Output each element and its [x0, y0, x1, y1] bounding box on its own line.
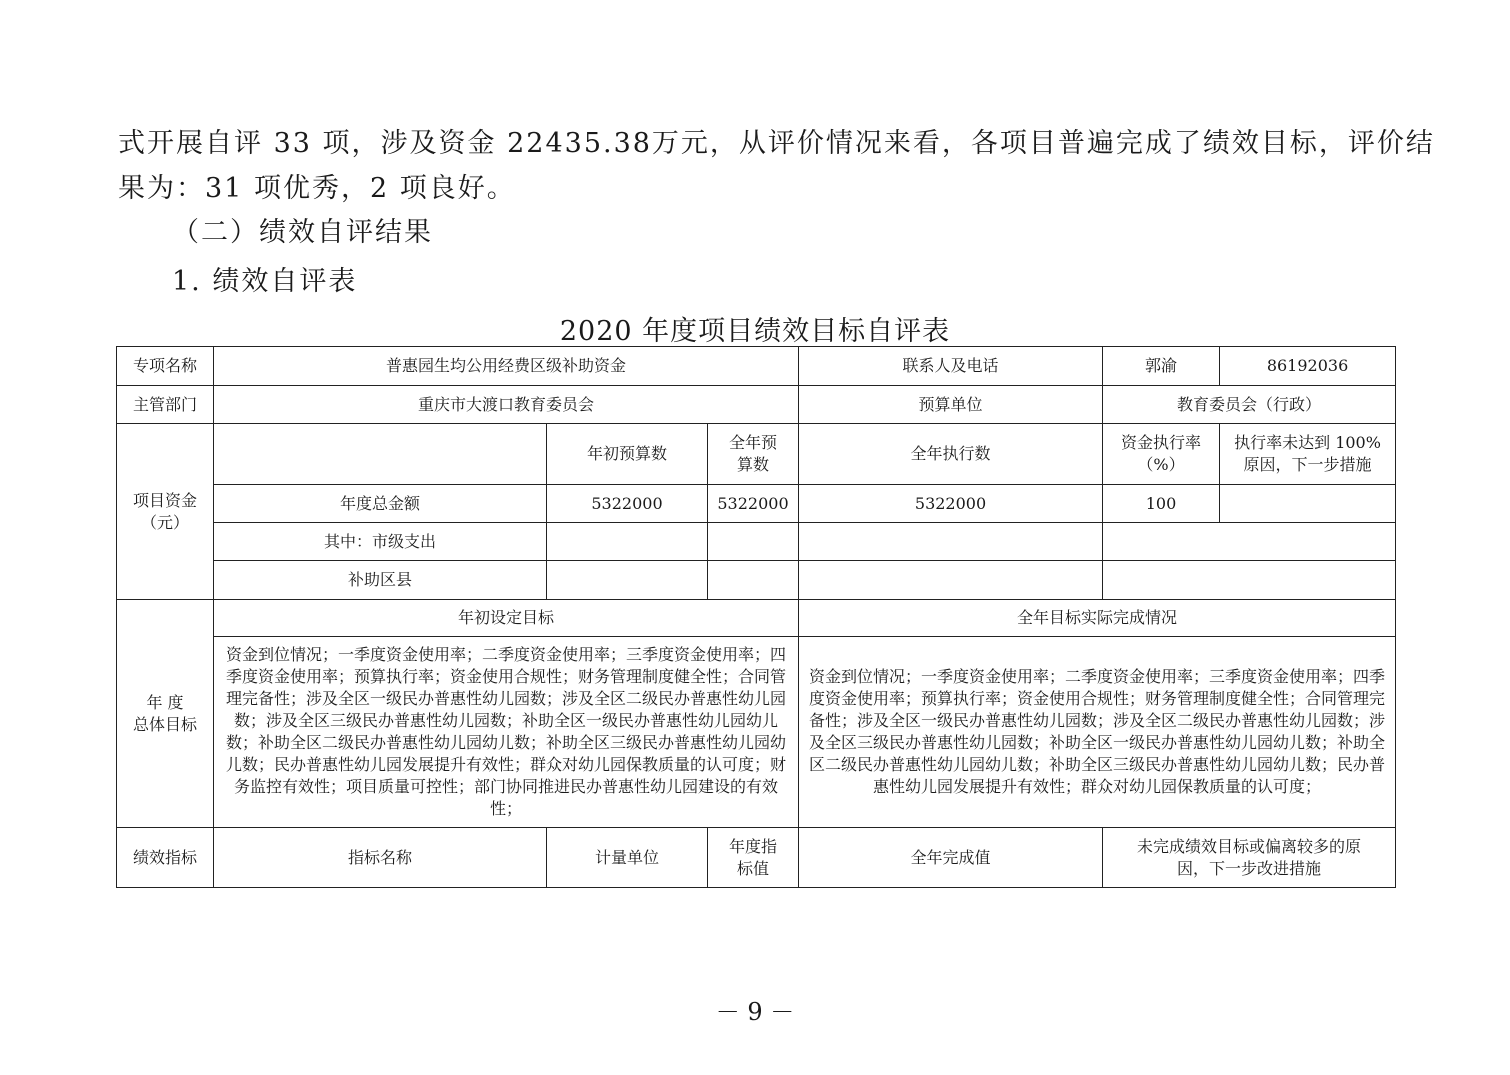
table-row-funds-county [117, 561, 1396, 600]
funds-initial-value: 5322000 [547, 485, 708, 523]
label-project-funds-line1: 项目资金 [132, 490, 197, 510]
funds-rate-value [1103, 561, 1396, 600]
header-annual-budget-line1: 全年预 [729, 433, 778, 452]
section-heading: （二）绩效自评结果 [172, 217, 433, 248]
budget-unit-value: 教育委员会（行政） [1103, 386, 1396, 424]
funds-annual-value [708, 561, 799, 600]
header-annual-target-line2: 标值 [737, 858, 770, 878]
funds-row-label: 补助区县 [214, 561, 547, 600]
contact-name-value: 郭渝 [1103, 347, 1220, 386]
label-annual-goals-line2: 总体目标 [132, 714, 197, 734]
header-shortfall-reason-line1: 执行率未达到 100% [1234, 433, 1381, 452]
page-number: － 9 － [715, 998, 795, 1026]
label-annual-goals [117, 600, 214, 828]
department-value: 重庆市大渡口教育委员会 [214, 386, 799, 424]
funds-rate-value: 100 [1103, 485, 1220, 523]
header-execution-rate-line2: （%） [1137, 455, 1185, 474]
label-performance-indicators: 绩效指标 [117, 828, 214, 888]
subsection-heading: 1. 绩效自评表 [172, 266, 358, 297]
table-row-funds-total [117, 485, 1396, 523]
label-budget-unit: 预算单位 [799, 386, 1103, 424]
table-row-indicators-header [117, 828, 1396, 888]
header-shortfall-reason-line2: 原因，下一步措施 [1243, 455, 1372, 474]
funds-row-label: 其中：市级支出 [214, 523, 547, 561]
funds-initial-value [547, 561, 708, 600]
header-actual-completion: 全年目标实际完成情况 [799, 600, 1396, 637]
header-executed: 全年执行数 [799, 424, 1103, 485]
funds-row-label: 年度总金额 [214, 485, 547, 523]
funds-annual-value [708, 523, 799, 561]
body-paragraph-line-2: 果为：31 项优秀，2 项良好。 [118, 173, 516, 204]
header-annual-completed: 全年完成值 [799, 828, 1103, 888]
actual-completion-text: 资金到位情况；一季度资金使用率；二季度资金使用率；三季度资金使用率；四季度资金使用率；预算执行率；资金使用合规性；财务管理制度健全性；合同管理完备性；涉及全区一级民办普惠性幼儿园数；涉及全区二级民办普惠性幼儿园数；涉及全区三级民办普惠性幼儿园数；补助全区一级民办普惠性幼儿园幼儿数；补助全区二级民办普惠性幼儿园幼儿数；补助全区三级民办普惠性幼儿园幼儿数；民办普惠性幼儿园发展提升有效性；群众对幼儿园保教质量的认可度； [799, 637, 1396, 828]
table-title: 2020 年度项目绩效目标自评表 [559, 316, 951, 347]
table-row-goals-content [117, 637, 1396, 828]
header-execution-rate-line1: 资金执行率 [1121, 433, 1202, 452]
header-indicator-name: 指标名称 [214, 828, 547, 888]
header-initial-goals: 年初设定目标 [214, 600, 799, 637]
body-paragraph-line-1: 式开展自评 33 项，涉及资金 22435.38万元，从评价情况来看，各项目普遍完成了绩效目标，评价结 [118, 128, 1435, 159]
header-annual-target-line1: 年度指 [729, 836, 778, 856]
table-row-project [117, 347, 1396, 386]
contact-phone-value: 86192036 [1220, 347, 1396, 386]
table-row-goals-header [117, 600, 1396, 637]
funds-header-blank [214, 424, 547, 485]
header-deviation-reason-line2: 因，下一步改进措施 [1177, 858, 1322, 878]
funds-executed-value: 5322000 [799, 485, 1103, 523]
header-deviation-reason-line1: 未完成绩效目标或偏离较多的原 [1137, 836, 1362, 856]
funds-reason-value [1220, 485, 1396, 523]
label-annual-goals-line1: 年 度 [146, 692, 184, 712]
header-annual-budget [708, 424, 799, 485]
label-project-funds-line2: （元） [140, 512, 189, 532]
label-project-name: 专项名称 [117, 347, 214, 386]
label-contact: 联系人及电话 [799, 347, 1103, 386]
funds-initial-value [547, 523, 708, 561]
self-evaluation-table [116, 346, 1396, 888]
funds-annual-value: 5322000 [708, 485, 799, 523]
header-annual-budget-line2: 算数 [737, 455, 770, 474]
label-project-funds [117, 424, 214, 600]
table-row-department [117, 386, 1396, 424]
header-execution-rate [1103, 424, 1220, 485]
funds-executed-value [799, 561, 1103, 600]
header-deviation-reason [1103, 828, 1396, 888]
table-row-funds-header [117, 424, 1396, 485]
header-annual-target [708, 828, 799, 888]
label-department: 主管部门 [117, 386, 214, 424]
table-row-funds-city [117, 523, 1396, 561]
header-measurement-unit: 计量单位 [547, 828, 708, 888]
funds-executed-value [799, 523, 1103, 561]
funds-rate-value [1103, 523, 1396, 561]
header-shortfall-reason [1220, 424, 1396, 485]
project-name-value: 普惠园生均公用经费区级补助资金 [214, 347, 799, 386]
initial-goals-text: 资金到位情况；一季度资金使用率；二季度资金使用率；三季度资金使用率；四季度资金使用率；预算执行率；资金使用合规性；财务管理制度健全性；合同管理完备性；涉及全区一级民办普惠性幼儿园数；涉及全区二级民办普惠性幼儿园数；涉及全区三级民办普惠性幼儿园数；补助全区一级民办普惠性幼儿园幼儿数；补助全区二级民办普惠性幼儿园幼儿数；补助全区三级民办普惠性幼儿园幼儿数；民办普惠性幼儿园发展提升有效性；群众对幼儿园保教质量的认可度；财务监控有效性；项目质量可控性；部门协同推进民办普惠性幼儿园建设的有效性； [214, 637, 799, 828]
header-initial-budget: 年初预算数 [547, 424, 708, 485]
